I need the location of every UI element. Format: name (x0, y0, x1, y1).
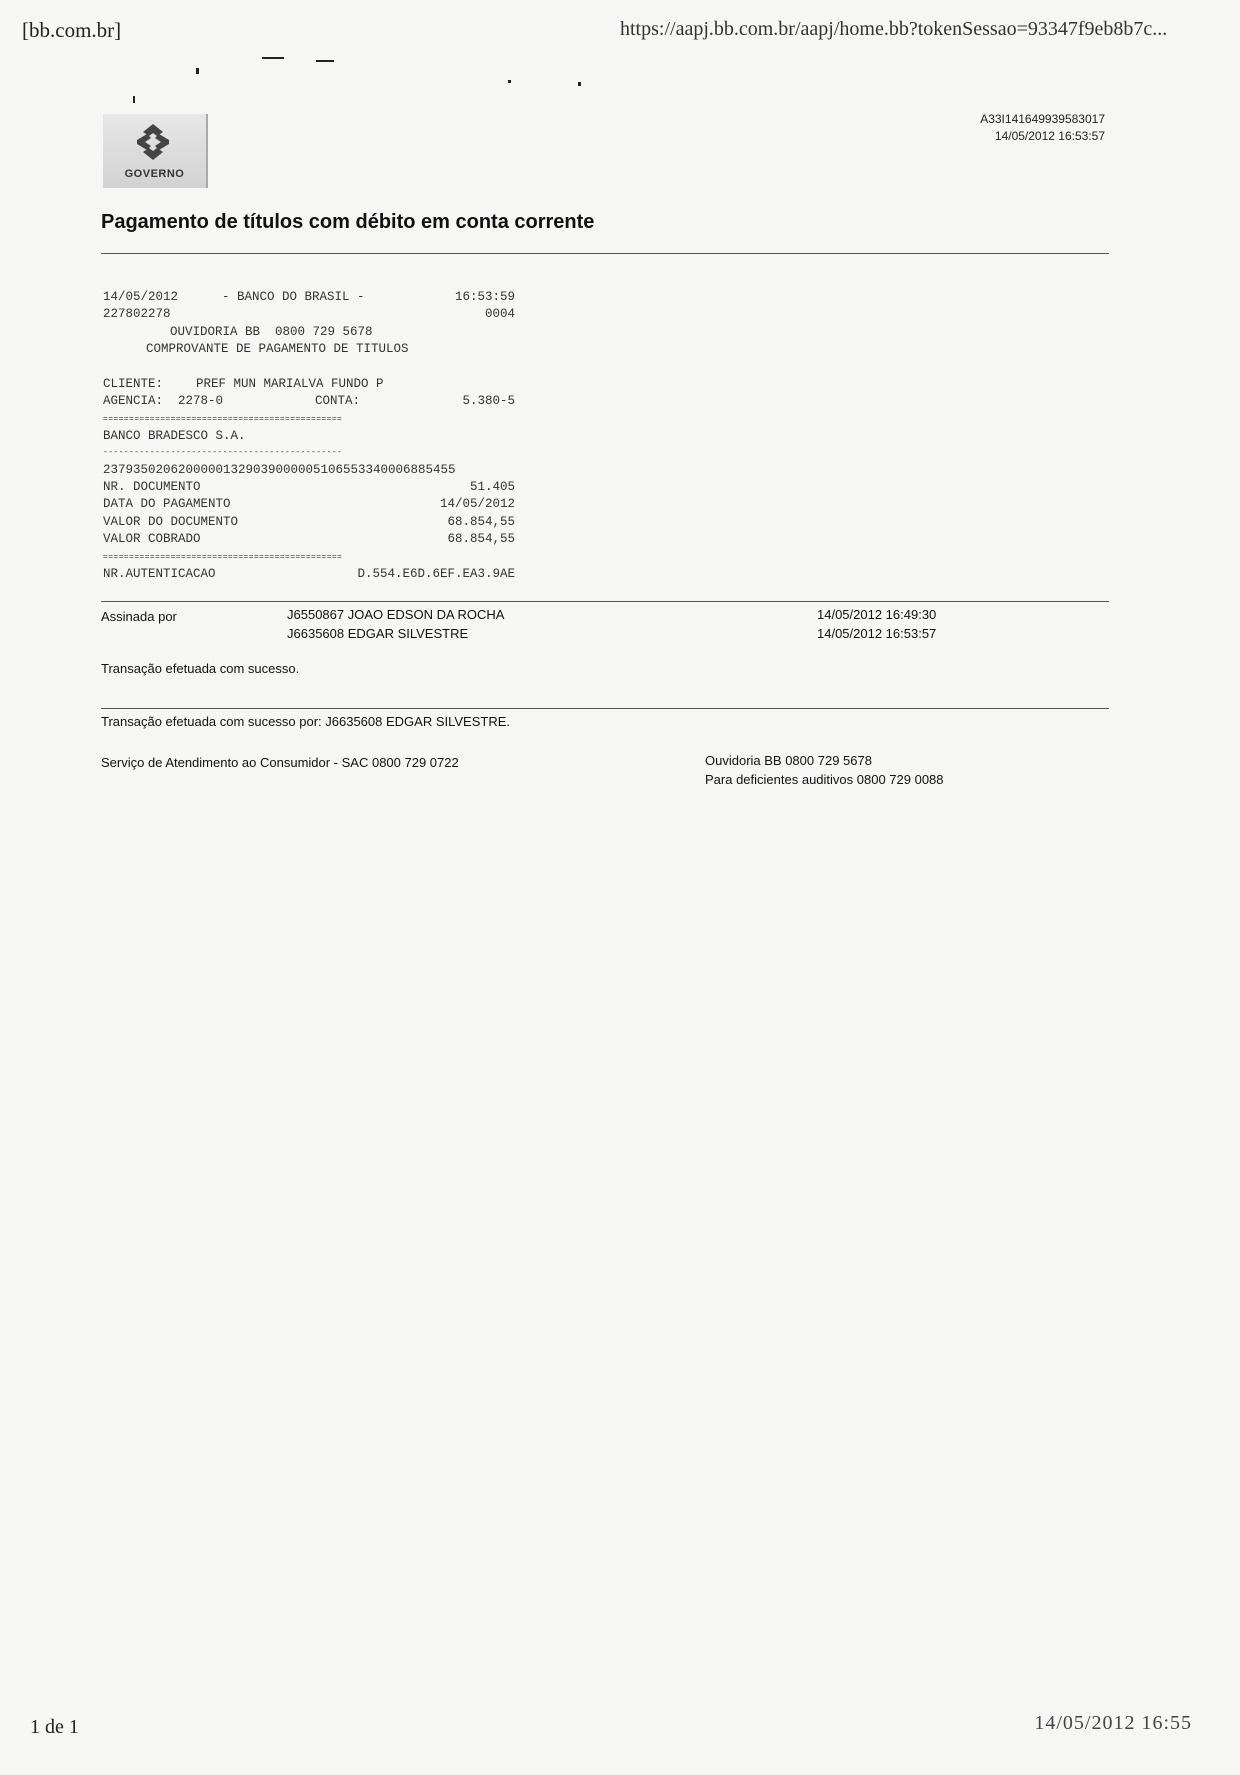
dash-separator: ---------------------------------------------- (103, 448, 343, 457)
row-label: DATA DO PAGAMENTO (103, 497, 231, 511)
receipt-seq: 0004 (484, 307, 515, 321)
barcode-line: 23793502062000001329039000005106553340006885455 (103, 463, 456, 477)
status-divider (101, 708, 1109, 709)
auth-code: D.554.E6D.6EF.EA3.9AE (357, 567, 515, 581)
reference-timestamp: 14/05/2012 16:53:57 (994, 129, 1105, 143)
row-label: VALOR COBRADO (103, 532, 201, 546)
double-separator: ============================================== (103, 553, 343, 562)
scan-speck (508, 80, 511, 83)
signer-time: 14/05/2012 16:49:30 (817, 607, 937, 622)
signer-name: J6550867 JOAO EDSON DA ROCHA (287, 607, 505, 622)
receipt-id: 227802278 (103, 307, 171, 321)
scan-speck (133, 96, 135, 103)
row-value: 68.854,55 (447, 515, 515, 529)
title-divider (101, 253, 1109, 254)
governo-logo (103, 114, 208, 188)
page-title: Pagamento de títulos com débito em conta corrente (101, 211, 595, 233)
bank-logo-icon (133, 122, 173, 162)
site-label: [bb.com.br] (22, 18, 122, 42)
scan-speck (196, 68, 199, 74)
receipt-time: 16:53:59 (454, 290, 515, 304)
auth-label: NR.AUTENTICACAO (103, 567, 216, 581)
logo-label: GOVERNO (124, 168, 185, 180)
page-count: 1 de 1 (30, 1716, 79, 1738)
signer-name: J6635608 EDGAR SILVESTRE (287, 626, 469, 641)
row-value: 68.854,55 (447, 532, 515, 546)
signed-by-label: Assinada por (101, 609, 177, 624)
row-label: NR. DOCUMENTO (103, 480, 201, 494)
reference-code: A33I141649939583017 (980, 112, 1105, 126)
receipt-bank: - BANCO DO BRASIL - (222, 290, 365, 304)
client-label: CLIENTE: (103, 377, 164, 391)
receipt-date: 14/05/2012 (103, 290, 179, 304)
account-value: 5.380-5 (462, 394, 515, 408)
ouvidoria-contact: Ouvidoria BB 0800 729 5678 (705, 753, 872, 768)
agency-label: AGENCIA: (103, 394, 164, 408)
scan-speck (316, 60, 334, 62)
agency-value: 2278-0 (178, 394, 224, 408)
signatures-divider (101, 601, 1109, 602)
page-url: https://aapj.bb.com.br/aapj/home.bb?tokenSessao=93347f9eb8b7c... (620, 18, 1168, 40)
status-message: Transação efetuada com sucesso. (101, 661, 300, 676)
account-label: CONTA: (315, 394, 361, 408)
row-value: 14/05/2012 (439, 497, 515, 511)
status-by-message: Transação efetuada com sucesso por: J6635608 EDGAR SILVESTRE. (101, 714, 510, 729)
double-separator: ============================================== (103, 415, 343, 424)
row-value: 51.405 (469, 480, 515, 494)
sac-contact: Serviço de Atendimento ao Consumidor - SAC 0800 729 0722 (101, 755, 459, 770)
hearing-impaired-contact: Para deficientes auditivos 0800 729 0088 (705, 772, 944, 787)
signer-time: 14/05/2012 16:53:57 (817, 626, 937, 641)
scan-speck (578, 82, 581, 86)
scan-speck (262, 57, 284, 59)
client-name: PREF MUN MARIALVA FUNDO P (196, 377, 384, 391)
row-label: VALOR DO DOCUMENTO (103, 515, 239, 529)
print-timestamp: 14/05/2012 16:55 (1034, 1712, 1192, 1734)
beneficiary-bank: BANCO BRADESCO S.A. (103, 429, 246, 443)
receipt-ouvidoria: OUVIDORIA BB 0800 729 5678 (170, 325, 373, 339)
receipt-heading: COMPROVANTE DE PAGAMENTO DE TITULOS (146, 342, 409, 356)
reference-block (980, 111, 1105, 145)
